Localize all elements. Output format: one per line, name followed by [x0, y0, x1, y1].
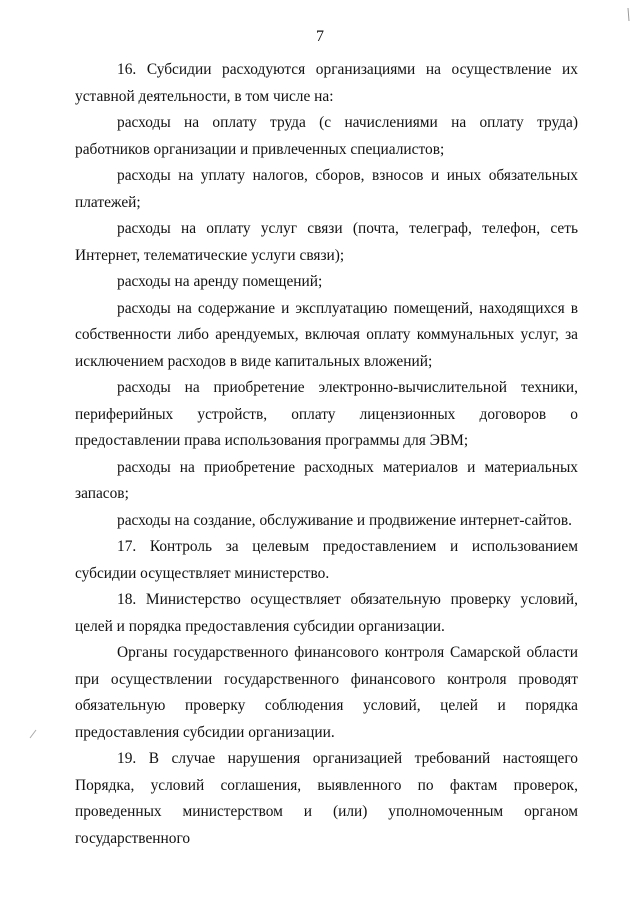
paragraph-taxes: расходы на уплату налогов, сборов, взносов и иных обязательных платежей; [75, 167, 578, 211]
paragraph-rent: расходы на аренду помещений; [117, 273, 323, 290]
paragraph-maintenance: расходы на содержание и эксплуатацию помещений, находящихся в собственности либо арендуемых, включая оплату коммунальных услуг, за исключением расходов в виде капитальных вложений; [75, 299, 578, 370]
page-number: 7 [316, 28, 324, 45]
paragraph-websites: расходы на создание, обслуживание и продвижение интернет-сайтов. [117, 511, 572, 529]
paragraph-computers: расходы на приобретение электронно-вычислительной техники, периферийных устройств, оплату лицензионных договоров о предоставлении права использования программы для ЭВМ; [75, 379, 578, 449]
paragraph-communication: расходы на оплату услуг связи (почта, телеграф, телефон, сеть Интернет, телематические услуги связи); [75, 220, 578, 264]
paragraph-materials: расходы на приобретение расходных материалов и материальных запасов; [75, 458, 578, 502]
paragraph-17: 17. Контроль за целевым предоставлением и использованием субсидии осуществляет министерство. [75, 538, 578, 582]
scan-edge-mark [624, 8, 632, 22]
paragraph-16: 16. Субсидии расходуются организациями на осуществление их уставной деятельности, в том числе на: [75, 61, 578, 105]
scan-margin-mark [28, 728, 38, 740]
paragraph-financial-control: Органы государственного финансового контроля Самарской области при осуществлении государственного финансового контроля проводят обязательную проверку соблюдения условий, целей и порядка предоставления субсидии организации. [75, 644, 578, 741]
paragraph-19: 19. В случае нарушения организацией требований настоящего Порядка, условий соглашения, выявленного по фактам проверок, проведенных министерством и (или) уполномоченным органом государственного [75, 750, 578, 847]
paragraph-18: 18. Министерство осуществляет обязательную проверку условий, целей и порядка предоставления субсидии организации. [75, 591, 578, 635]
document-body [75, 57, 578, 852]
paragraph-labor-costs: расходы на оплату труда (с начислениями на оплату труда) работников организации и привлеченных специалистов; [75, 114, 578, 158]
